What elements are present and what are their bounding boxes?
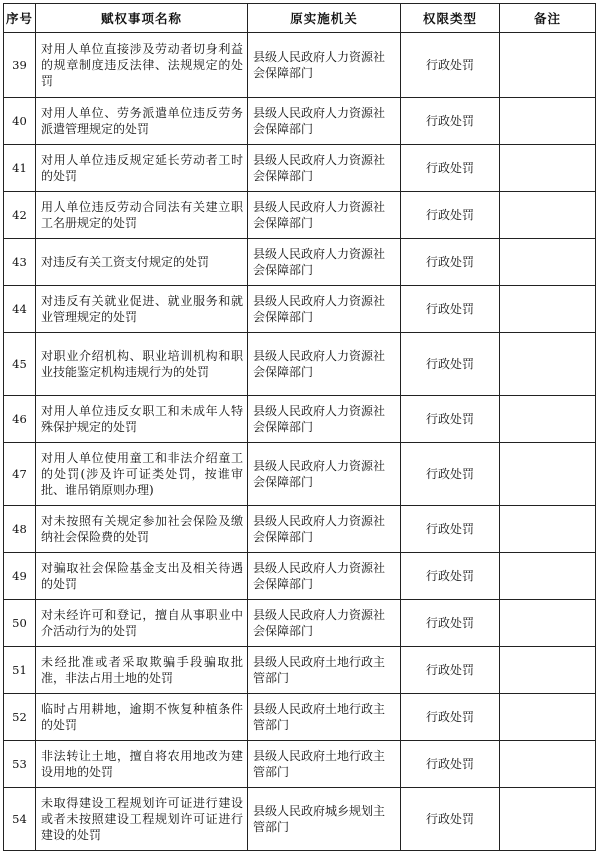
row-note [500,239,596,286]
row-no: 44 [4,286,36,333]
header-row [4,4,596,33]
row-org: 县级人民政府人力资源社会保障部门 [248,286,401,333]
row-note [500,396,596,443]
row-type: 行政处罚 [401,788,500,851]
row-no: 43 [4,239,36,286]
row-org: 县级人民政府土地行政主管部门 [248,694,401,741]
table-body [4,33,596,851]
row-no: 51 [4,647,36,694]
row-item-name: 对用人单位、劳务派遣单位违反劳务派遣管理规定的处罚 [36,98,248,145]
document-page [3,3,596,851]
row-note [500,647,596,694]
row-org: 县级人民政府人力资源社会保障部门 [248,506,401,553]
row-type: 行政处罚 [401,98,500,145]
row-note [500,333,596,396]
row-no: 39 [4,33,36,98]
row-type: 行政处罚 [401,33,500,98]
table-row [4,741,596,788]
row-item-name: 对职业介绍机构、职业培训机构和职业技能鉴定机构违规行为的处罚 [36,333,248,396]
row-note [500,33,596,98]
row-note [500,694,596,741]
table-row [4,333,596,396]
table-row [4,192,596,239]
row-type: 行政处罚 [401,333,500,396]
row-type: 行政处罚 [401,694,500,741]
row-type: 行政处罚 [401,647,500,694]
row-note [500,192,596,239]
row-note [500,506,596,553]
header-name: 赋权事项名称 [36,4,248,33]
table-row [4,788,596,851]
row-org: 县级人民政府土地行政主管部门 [248,647,401,694]
table-row [4,239,596,286]
row-item-name: 临时占用耕地，逾期不恢复种植条件的处罚 [36,694,248,741]
row-item-name: 对未按照有关规定参加社会保险及缴纳社会保险费的处罚 [36,506,248,553]
row-note [500,788,596,851]
row-org: 县级人民政府人力资源社会保障部门 [248,239,401,286]
row-org: 县级人民政府人力资源社会保障部门 [248,553,401,600]
row-note [500,98,596,145]
header-org: 原实施机关 [248,4,401,33]
table-row [4,145,596,192]
row-no: 48 [4,506,36,553]
row-type: 行政处罚 [401,506,500,553]
row-type: 行政处罚 [401,741,500,788]
table-row [4,33,596,98]
row-no: 50 [4,600,36,647]
row-item-name: 对违反有关就业促进、就业服务和就业管理规定的处罚 [36,286,248,333]
row-note [500,553,596,600]
table-row [4,553,596,600]
row-type: 行政处罚 [401,286,500,333]
row-item-name: 对用人单位直接涉及劳动者切身利益的规章制度违反法律、法规规定的处罚 [36,33,248,98]
empowerment-items-table [3,3,596,851]
row-org: 县级人民政府城乡规划主管部门 [248,788,401,851]
row-item-name: 对用人单位违反规定延长劳动者工时的处罚 [36,145,248,192]
row-no: 40 [4,98,36,145]
row-no: 53 [4,741,36,788]
row-type: 行政处罚 [401,239,500,286]
row-note [500,443,596,506]
row-no: 42 [4,192,36,239]
row-no: 46 [4,396,36,443]
header-note: 备注 [500,4,596,33]
row-no: 54 [4,788,36,851]
row-no: 52 [4,694,36,741]
row-org: 县级人民政府土地行政主管部门 [248,741,401,788]
row-item-name: 未经批准或者采取欺骗手段骗取批准，非法占用土地的处罚 [36,647,248,694]
row-note [500,286,596,333]
table-row [4,396,596,443]
row-org: 县级人民政府人力资源社会保障部门 [248,192,401,239]
row-org: 县级人民政府人力资源社会保障部门 [248,396,401,443]
row-note [500,145,596,192]
row-note [500,600,596,647]
row-org: 县级人民政府人力资源社会保障部门 [248,98,401,145]
row-no: 47 [4,443,36,506]
row-item-name: 对用人单位违反女职工和未成年人特殊保护规定的处罚 [36,396,248,443]
table-row [4,694,596,741]
row-item-name: 未取得建设工程规划许可证进行建设或者未按照建设工程规划许可证进行建设的处罚 [36,788,248,851]
row-org: 县级人民政府人力资源社会保障部门 [248,33,401,98]
row-type: 行政处罚 [401,396,500,443]
row-item-name: 对违反有关工资支付规定的处罚 [36,239,248,286]
row-org: 县级人民政府人力资源社会保障部门 [248,443,401,506]
row-no: 41 [4,145,36,192]
table-row [4,506,596,553]
row-type: 行政处罚 [401,600,500,647]
header-type: 权限类型 [401,4,500,33]
row-item-name: 非法转让土地，擅自将农用地改为建设用地的处罚 [36,741,248,788]
row-type: 行政处罚 [401,443,500,506]
row-note [500,741,596,788]
table-row [4,98,596,145]
row-org: 县级人民政府人力资源社会保障部门 [248,600,401,647]
row-org: 县级人民政府人力资源社会保障部门 [248,145,401,192]
row-type: 行政处罚 [401,145,500,192]
row-type: 行政处罚 [401,553,500,600]
row-item-name: 用人单位违反劳动合同法有关建立职工名册规定的处罚 [36,192,248,239]
table-row [4,286,596,333]
row-item-name: 对未经许可和登记，擅自从事职业中介活动行为的处罚 [36,600,248,647]
row-type: 行政处罚 [401,192,500,239]
table-row [4,647,596,694]
row-item-name: 对骗取社会保险基金支出及相关待遇的处罚 [36,553,248,600]
table-row [4,443,596,506]
table-header [4,4,596,33]
row-org: 县级人民政府人力资源社会保障部门 [248,333,401,396]
header-no: 序号 [4,4,36,33]
row-no: 45 [4,333,36,396]
row-no: 49 [4,553,36,600]
row-item-name: 对用人单位使用童工和非法介绍童工的处罚(涉及许可证类处罚，按谁审批、谁吊销原则办理) [36,443,248,506]
table-row [4,600,596,647]
